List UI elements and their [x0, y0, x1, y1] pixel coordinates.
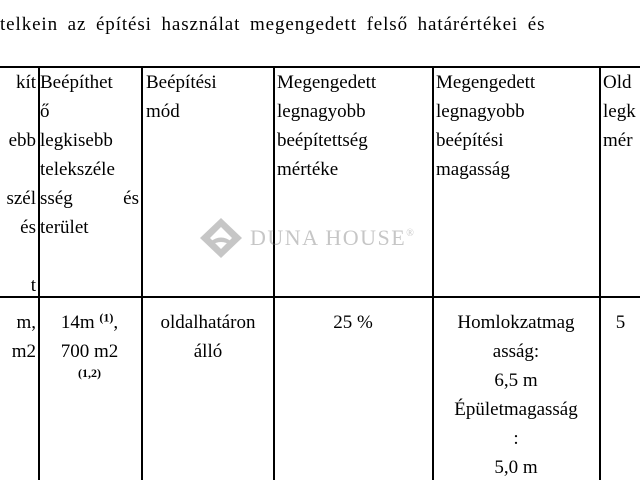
lot-area-value: 700 m2: [60, 341, 119, 362]
header-text-line: Old: [603, 72, 632, 93]
registered-mark: ®: [406, 228, 414, 239]
header-text-line: terület: [40, 217, 89, 238]
header-text-line: mód: [146, 101, 180, 122]
data-text-line: oldalhatáron: [160, 312, 256, 333]
header-text-line: beépítettség: [277, 130, 368, 151]
header-text-line: ebb: [8, 130, 36, 151]
data-text-line: Homlokzatmag: [457, 312, 575, 333]
header-text-line: [0, 242, 36, 271]
column-divider: [273, 66, 275, 480]
column-divider: [599, 66, 601, 480]
data-text-line: [40, 308, 139, 337]
header-text-line: kít: [15, 72, 36, 93]
lot-width-value: 14m: [60, 312, 95, 333]
data-text-line: 5,0 m: [494, 457, 538, 478]
header-text-line: legkisebb: [40, 130, 113, 151]
header-text-line: [0, 155, 36, 184]
header-text-line: beépítési: [436, 130, 504, 151]
header-text-line: telekszéle: [40, 159, 115, 180]
header-text-line: szél: [6, 188, 36, 209]
header-cell-max-height: [436, 68, 596, 184]
column-divider: [141, 66, 143, 480]
data-cell-buildable-min-lot: [40, 308, 139, 380]
coverage-value: 25 %: [333, 312, 373, 333]
data-text-line: Épületmagasság: [454, 399, 578, 420]
lot-width-footnote: (1): [99, 310, 114, 325]
data-cell-side-partial: [601, 308, 640, 337]
header-text-line: legnagyobb: [277, 101, 366, 122]
header-text-line: Beépítési: [146, 72, 217, 93]
header-text-line: mértéke: [277, 159, 339, 180]
header-text-line: [40, 184, 139, 213]
header-text-line: t: [30, 275, 36, 296]
data-text-line: m2: [11, 341, 36, 362]
header-text-line: [0, 97, 36, 126]
watermark-brand-name: DUNA HOUSE: [250, 225, 407, 250]
header-text-line: mér: [603, 130, 633, 151]
building-limits-table: [0, 66, 640, 480]
data-text-line: 6,5 m: [494, 370, 538, 391]
data-text-line: asság:: [492, 341, 540, 362]
data-cell-max-coverage: [275, 308, 431, 337]
data-text-line: :: [513, 428, 519, 449]
data-text-line: 5: [615, 312, 626, 333]
header-text-line: legnagyobb: [436, 101, 525, 122]
data-cell-min-width-area-partial: [0, 308, 36, 366]
data-text-line: m,: [16, 312, 36, 333]
header-text-line: Megengedett: [277, 72, 377, 93]
header-text-line: és: [20, 217, 36, 238]
separator-comma: ,: [113, 312, 119, 333]
header-word: sség: [40, 188, 73, 209]
header-text-line: Beépíthet: [40, 72, 113, 93]
header-cell-min-width-area-partial: [0, 68, 36, 300]
header-word: és: [123, 188, 139, 209]
data-text-line: álló: [193, 341, 223, 362]
data-cell-max-height: [434, 308, 598, 480]
header-text-line: legk: [603, 101, 636, 122]
intro-text: telkein az építési használat megengedett felső határértékei és: [0, 14, 546, 35]
lot-area-footnote: (1,2): [78, 366, 101, 380]
header-cell-max-coverage: [277, 68, 429, 184]
header-text-line: magasság: [436, 159, 510, 180]
header-row-divider: [0, 296, 640, 298]
header-cell-building-mode: [146, 68, 270, 126]
header-text-line: Megengedett: [436, 72, 536, 93]
header-cell-side-partial: [603, 68, 640, 155]
header-cell-buildable-min-lot: [40, 68, 139, 242]
data-cell-building-mode: [143, 308, 273, 366]
header-text-line: ő: [40, 101, 50, 122]
